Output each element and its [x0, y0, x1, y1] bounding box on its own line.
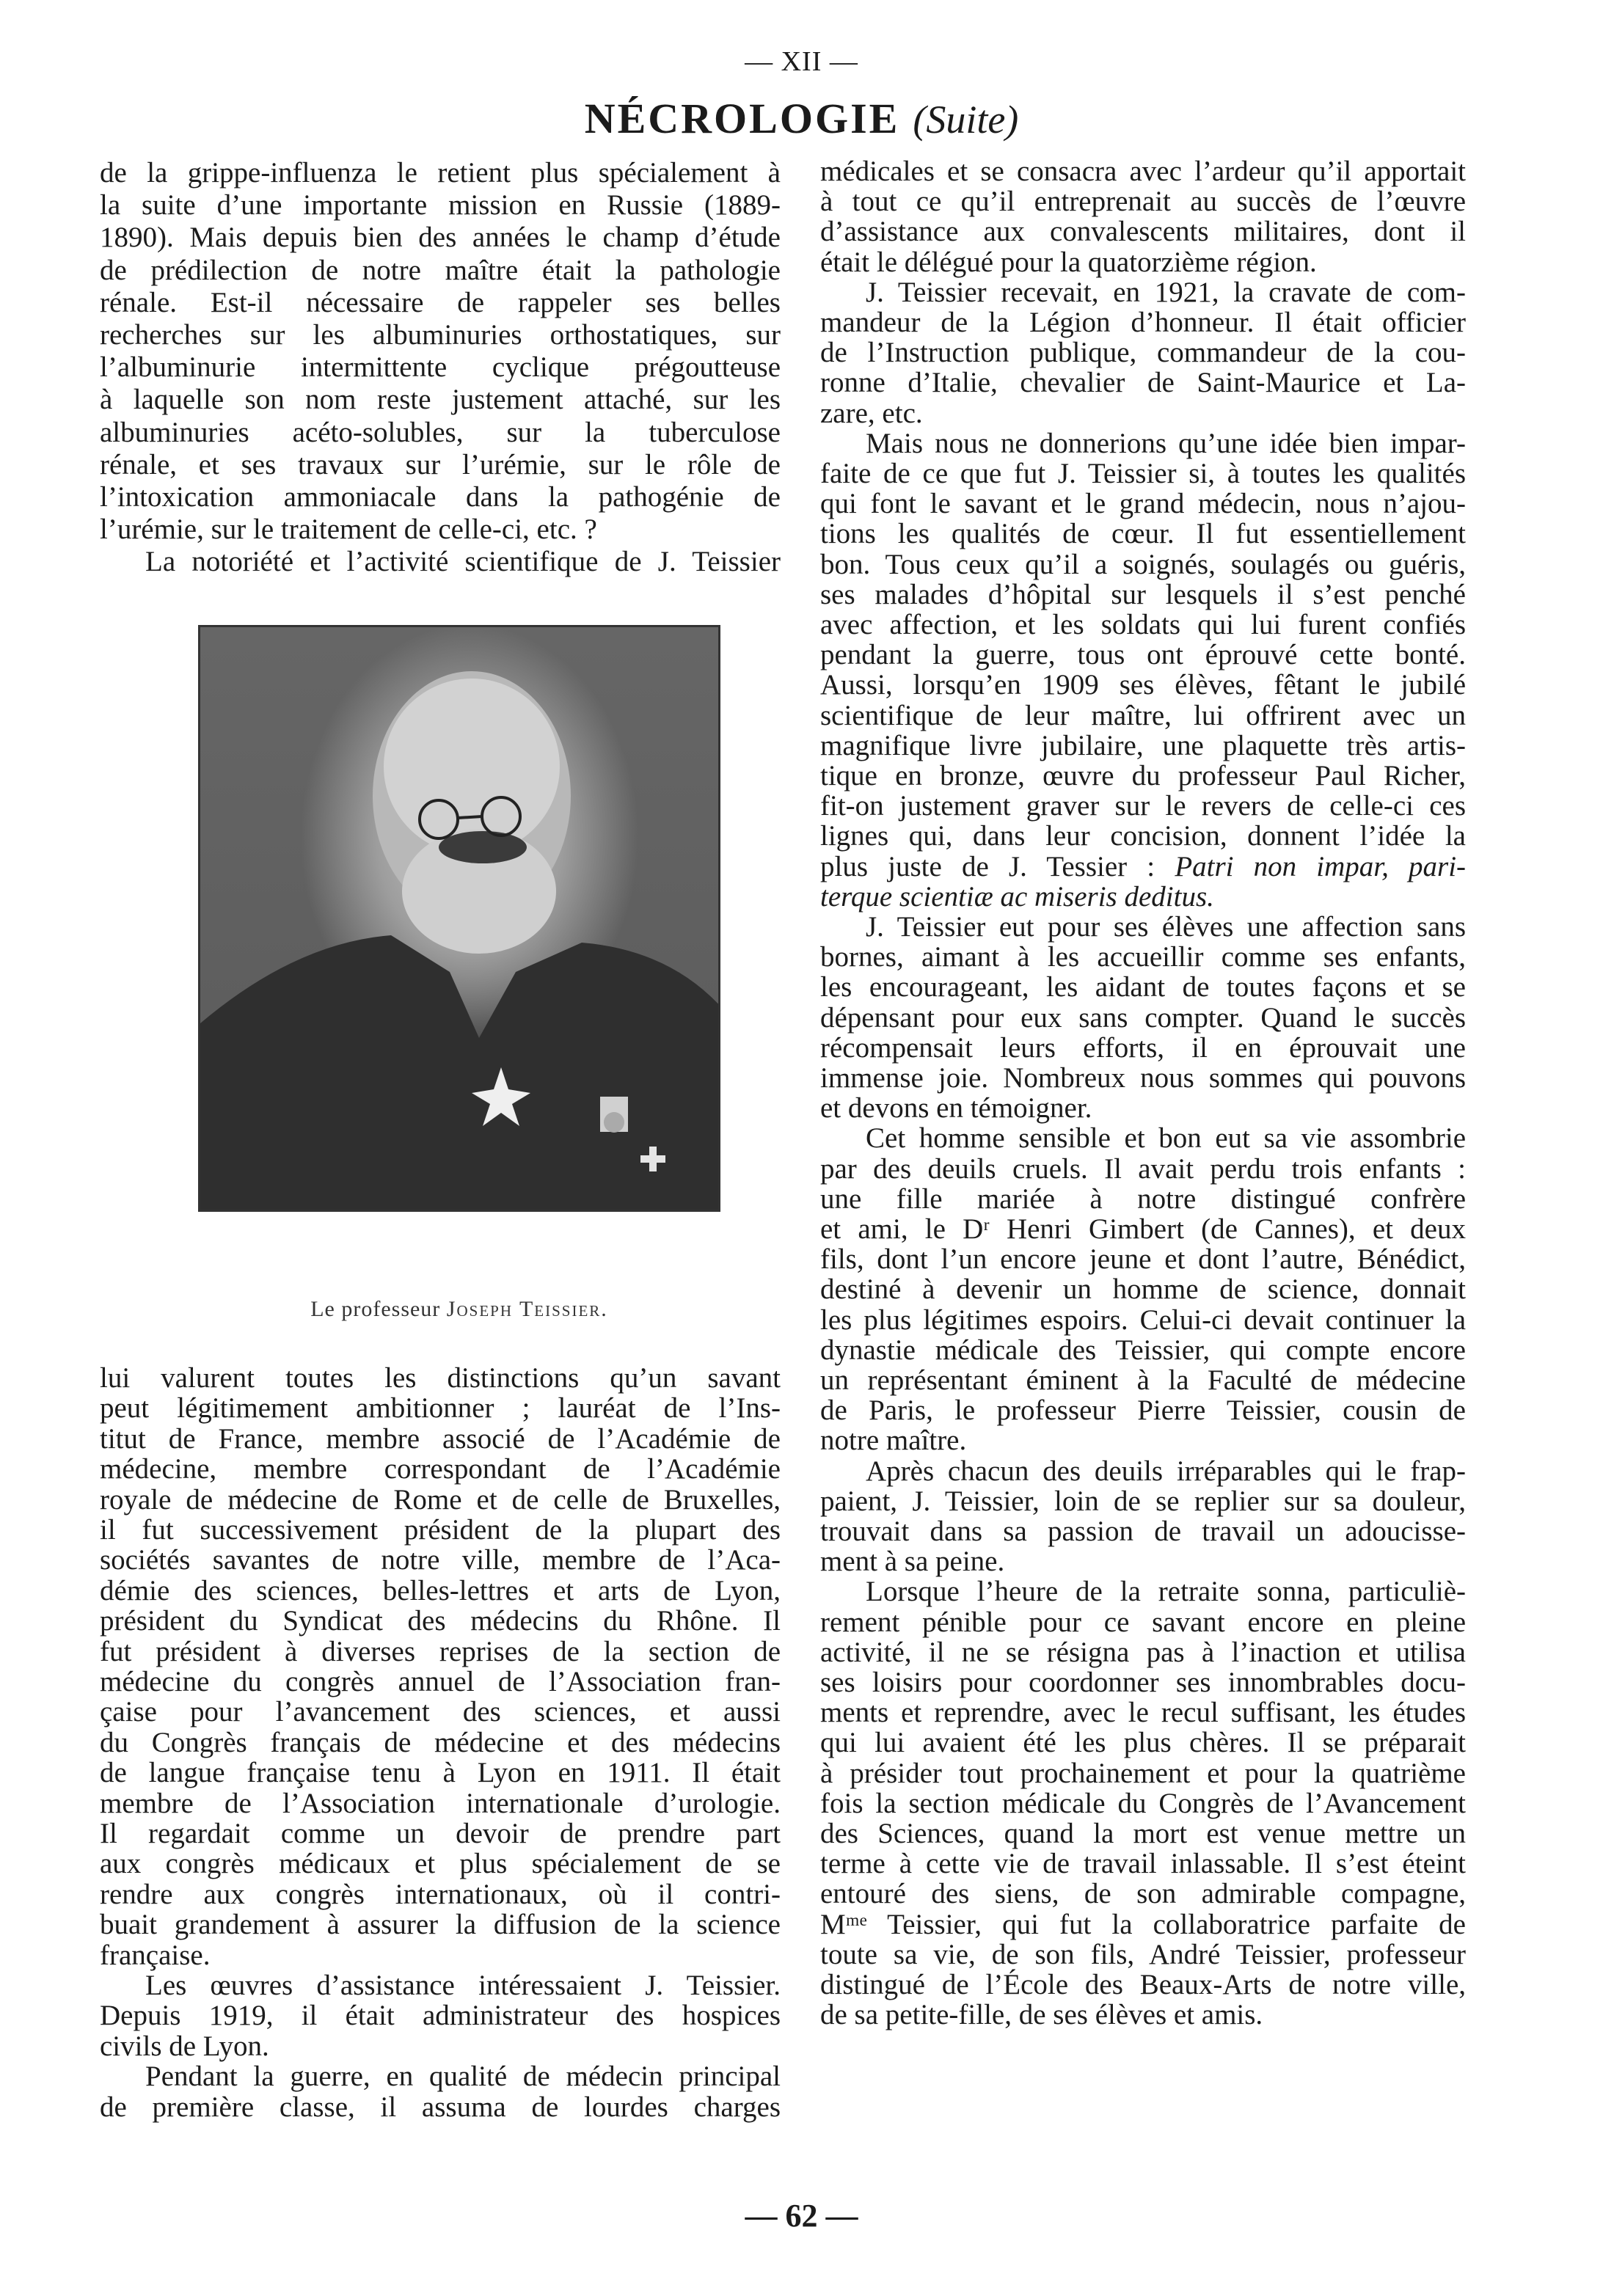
- line-text: fils, dont l’un encore jeune et dont l’autre, Bénédict,: [820, 1243, 1466, 1276]
- line-text: de Paris, le professeur Pierre Teissier, cousin de: [820, 1394, 1466, 1427]
- line-text: buait grandement à assurer la diffusion de la science: [100, 1909, 781, 1941]
- text-line: [820, 1909, 1466, 1941]
- line-text: ronne d’Italie, chevalier de Saint-Maurice et La-: [820, 367, 1466, 399]
- line-text: Après chacun des deuils irréparables qui le frap-: [866, 1455, 1466, 1487]
- line-text: française.: [100, 1939, 211, 1971]
- text-line: [820, 971, 1466, 1003]
- text-line: [820, 216, 1466, 248]
- line-text: de langue française tenu à Lyon en 1911. Il était: [100, 1757, 781, 1789]
- text-line: [100, 1423, 781, 1455]
- text-line: [820, 1122, 1466, 1155]
- text-line: [100, 1818, 781, 1850]
- text-line: [100, 546, 781, 578]
- text-line: [820, 1062, 1466, 1094]
- portrait-figure-icon: [200, 627, 720, 1212]
- latin-inscription: Patri non impar, pari-: [1175, 850, 1467, 882]
- line-text: pendant la guerre, tous ont éprouvé cette bonté.: [820, 639, 1466, 671]
- page-title: [0, 94, 1603, 143]
- text-line: [820, 549, 1466, 581]
- text-line: [820, 1304, 1466, 1337]
- text-line: [820, 700, 1466, 732]
- line-text: du Congrès français de médecine et des médecins: [100, 1726, 781, 1758]
- text-line: [820, 1727, 1466, 1759]
- line-text: les encourageant, les aidant de toutes façons et se: [820, 971, 1466, 1003]
- line-text: immense joie. Nombreux nous sommes qui pouvons: [820, 1062, 1466, 1094]
- line-text: rénale. Est-il nécessaire de rappeler ses belles: [100, 286, 781, 318]
- line-text: Lorsque l’heure de la retraite sonna, particuliè-: [866, 1576, 1466, 1608]
- line-text: lui valurent toutes les distinctions qu’un savant: [100, 1362, 781, 1394]
- line-text: lignes qui, dans leur concision, donnent l’idée la: [820, 820, 1466, 852]
- text-line: [820, 730, 1466, 762]
- text-line: [820, 1394, 1466, 1427]
- text-line: [100, 1544, 781, 1576]
- line-text: albuminuries acéto-solubles, sur la tuberculose: [100, 416, 781, 448]
- line-text: aux congrès médicaux et plus spécialement de se: [100, 1848, 781, 1880]
- text-line: [820, 609, 1466, 641]
- photo-caption: [198, 1297, 720, 1322]
- line-text: çaise pour l’avancement des sciences, et aussi: [100, 1696, 781, 1728]
- text-line: [100, 1757, 781, 1789]
- line-text: un représentant éminent à la Faculté de médecine: [820, 1364, 1466, 1396]
- text-line: [100, 255, 781, 287]
- title-main: NÉCROLOGIE: [584, 95, 900, 142]
- line-text: membre de l’Association internationale d’urologie.: [100, 1787, 781, 1819]
- page-number: — 62 —: [745, 2198, 858, 2234]
- line-text: Il regardait comme un devoir de prendre part: [100, 1818, 781, 1849]
- text-line: [820, 1637, 1466, 1669]
- portrait-photo: [198, 625, 720, 1212]
- text-line: [100, 1666, 781, 1698]
- text-line: [820, 1364, 1466, 1397]
- text-line: [100, 157, 781, 189]
- line-text: à laquelle son nom reste justement attaché, sur les: [100, 384, 781, 416]
- line-text: terme à cette vie de travail inlassable. Il s’est éteint: [820, 1848, 1466, 1880]
- line-text: entouré des siens, de son admirable compagne,: [820, 1878, 1466, 1910]
- line-text: ment à sa peine.: [820, 1546, 1005, 1578]
- line-text: des Sciences, quand la mort est venue mettre un: [820, 1818, 1466, 1849]
- text-line: [820, 820, 1466, 852]
- caption-prefix: Le professeur: [310, 1297, 441, 1321]
- line-text: Depuis 1919, il était administrateur des hospices: [100, 2000, 781, 2032]
- text-line: [100, 287, 781, 319]
- text-line: [820, 1969, 1466, 2001]
- text-line: [820, 1516, 1466, 1548]
- line-text: démie des sciences, belles-lettres et arts de Lyon,: [100, 1574, 781, 1606]
- text-line: [820, 1576, 1466, 1608]
- text-line: [100, 2030, 781, 2063]
- line-text: trouvait dans sa passion de travail un adoucisse-: [820, 1516, 1466, 1547]
- line-text: La notoriété et l’activité scientifique de J. Teissier: [145, 546, 781, 578]
- line-text: l’intoxication ammoniacale dans la pathogénie de: [100, 481, 781, 513]
- line-text: peut légitimement ambitionner ; lauréat de l’Ins-: [100, 1392, 781, 1425]
- text-line: [820, 1758, 1466, 1790]
- line-text: de l’Instruction publique, commandeur de la cou-: [820, 337, 1466, 369]
- line-text: et ami, le Dʳ Henri Gimbert (de Cannes), et deux: [820, 1213, 1466, 1245]
- text-line: [820, 911, 1466, 943]
- line-text: de première classe, il assuma de lourdes charges: [100, 2091, 781, 2123]
- text-line: [820, 1788, 1466, 1820]
- line-text: médecine du congrès annuel de l’Association fran-: [100, 1666, 781, 1697]
- line-text: à tout ce qu’il entreprenait au succès de l’œuvre: [820, 186, 1466, 218]
- text-line: [100, 351, 781, 384]
- line-text: J. Teissier recevait, en 1921, la cravate de com-: [866, 276, 1466, 308]
- text-line: [100, 1970, 781, 2002]
- text-line: [820, 1818, 1466, 1850]
- text-line: [100, 1362, 781, 1394]
- text-line: [100, 1848, 781, 1880]
- line-text: bornes, aimant à les accueillir comme ses enfants,: [820, 941, 1466, 973]
- line-text: récompensait leurs efforts, il en éprouvait une: [820, 1031, 1466, 1064]
- text-line: [820, 1697, 1466, 1729]
- line-text: sociétés savantes de notre ville, membre de l’Aca-: [100, 1544, 781, 1576]
- text-line: [820, 398, 1466, 430]
- text-line: [820, 1002, 1466, 1034]
- text-line: [820, 1848, 1466, 1880]
- line-text: médicales et se consacra avec l’ardeur qu’il apportait: [820, 156, 1466, 187]
- text-line: [820, 1667, 1466, 1699]
- line-text: rement pénible pour ce savant encore en pleine: [820, 1606, 1466, 1638]
- line-text: ses loisirs pour coordonner ses innombrables docu-: [820, 1667, 1466, 1698]
- text-line: [100, 1909, 781, 1941]
- line-text: les plus légitimes espoirs. Celui-ci devait continuer la: [820, 1304, 1466, 1336]
- line-text: qui lui avaient été les plus chères. Il se préparait: [820, 1727, 1466, 1759]
- line-text: tique en bronze, œuvre du professeur Paul Richer,: [820, 760, 1466, 791]
- text-line: [820, 1425, 1466, 1457]
- line-text: toute sa vie, de son fils, André Teissier, professeur: [820, 1938, 1466, 1970]
- line-text: dépensant pour eux sans compter. Quand le succès: [820, 1001, 1466, 1034]
- line-text: ses malades d’hôpital sur lesquels il s’est penché: [820, 578, 1466, 610]
- line-text: était le délégué pour la quatorzième région.: [820, 246, 1317, 278]
- text-line: [100, 2061, 781, 2093]
- line-text: titut de France, membre associé de l’Académie de: [100, 1422, 781, 1455]
- line-text: tions les qualités de cœur. Il fut essentiellement: [820, 518, 1466, 550]
- text-line: [820, 1213, 1466, 1246]
- line-text: de la grippe-influenza le retient plus spécialement à: [100, 157, 781, 189]
- text-line: [100, 1575, 781, 1607]
- section-folio: — XII —: [745, 46, 858, 77]
- text-line: [820, 1485, 1466, 1518]
- text-line: [820, 367, 1466, 399]
- line-text: recherches sur les albuminuries orthostatiques, sur: [100, 319, 781, 351]
- line-text: Pendant la guerre, en qualité de médecin principal: [145, 2061, 781, 2093]
- text-line: [100, 384, 781, 416]
- line-text: scientifique de leur maître, lui offrirent avec un: [820, 699, 1466, 731]
- text-line: [100, 319, 781, 351]
- text-line: [100, 1636, 781, 1668]
- line-text: destiné à devenir un homme de science, donnait: [820, 1273, 1466, 1306]
- line-text: plus juste de J. Tessier :: [820, 850, 1155, 882]
- line-text: rénale, et ses travaux sur l’urémie, sur le rôle de: [100, 448, 781, 480]
- line-text: l’urémie, sur le traitement de celle-ci, etc. ?: [100, 513, 597, 546]
- text-line: [820, 1999, 1466, 2031]
- line-text: avec affection, et les soldats qui lui furent confiés: [820, 609, 1466, 640]
- text-line: [820, 1032, 1466, 1064]
- line-text: de sa petite-fille, de ses élèves et amis.: [820, 1999, 1263, 2031]
- text-line: [820, 488, 1466, 520]
- line-text: Aussi, lorsqu’en 1909 ses élèves, fêtant le jubilé: [820, 669, 1466, 701]
- text-line: [100, 1453, 781, 1485]
- text-line: [820, 1243, 1466, 1276]
- text-line: [820, 639, 1466, 671]
- text-line: [100, 2000, 781, 2032]
- text-line: [820, 1878, 1466, 1910]
- text-line: [820, 1939, 1466, 1971]
- text-line: [820, 1183, 1466, 1215]
- line-text: bon. Tous ceux qu’il a soignés, soulagés ou guéris,: [820, 548, 1466, 580]
- text-line: [820, 277, 1466, 309]
- text-line: [820, 458, 1466, 490]
- text-line: [100, 1696, 781, 1728]
- line-text: et devons en témoigner.: [820, 1092, 1092, 1125]
- text-line: [820, 307, 1466, 339]
- text-line: [820, 941, 1466, 973]
- line-text: dynastie médicale des Teissier, qui compte encore: [820, 1334, 1466, 1366]
- text-line: [100, 1788, 781, 1820]
- text-line: [100, 1727, 781, 1759]
- text-line: [820, 1546, 1466, 1578]
- text-line: [820, 851, 1466, 883]
- line-text: ments et reprendre, avec le recul suffisant, les études: [820, 1697, 1466, 1729]
- text-line: [820, 579, 1466, 611]
- line-text: Mᵐᵉ Teissier, qui fut la collaboratrice parfaite de: [820, 1908, 1466, 1940]
- line-text: fois la section médicale du Congrès de l’Avancement: [820, 1787, 1466, 1819]
- text-line: [820, 246, 1466, 279]
- line-text: il fut successivement président de la plupart des: [100, 1514, 781, 1546]
- line-text: paient, J. Teissier, loin de se replier sur sa douleur,: [820, 1485, 1466, 1517]
- line-text: terque scientiæ ac miseris deditus.: [820, 880, 1214, 913]
- line-text: royale de médecine de Rome et de celle de Bruxelles,: [100, 1483, 781, 1516]
- line-text: 1890). Mais depuis bien des années le champ d’étude: [100, 222, 781, 254]
- text-line: [820, 1606, 1466, 1639]
- text-line: [820, 518, 1466, 550]
- line-text: zare, etc.: [820, 397, 923, 429]
- line-text: l’albuminurie intermittente cyclique prégoutteuse: [100, 351, 781, 384]
- line-text: Les œuvres d’assistance intéressaient J. Teissier.: [145, 1970, 781, 2001]
- text-line: [100, 417, 781, 449]
- text-line: [100, 1879, 781, 1911]
- line-text: à présider tout prochainement et pour la quatrième: [820, 1757, 1466, 1789]
- text-line: [820, 1273, 1466, 1306]
- line-text: mandeur de la Légion d’honneur. Il était officier: [820, 307, 1466, 338]
- text-line: [100, 513, 781, 546]
- caption-name: Joseph Teissier.: [446, 1297, 608, 1321]
- line-text: faite de ce que fut J. Teissier si, à toutes les qualités: [820, 458, 1466, 489]
- line-text: fut président à diverses reprises de la section de: [100, 1635, 781, 1667]
- text-line: [820, 790, 1466, 822]
- text-line: [100, 449, 781, 481]
- text-line: [100, 1939, 781, 1972]
- line-text: la suite d’une importante mission en Russie (1889-: [100, 189, 781, 222]
- text-line: [820, 337, 1466, 369]
- line-text: de prédilection de notre maître était la pathologie: [100, 254, 781, 286]
- line-text: J. Teissier eut pour ses élèves une affection sans: [866, 911, 1466, 943]
- text-line: [100, 222, 781, 254]
- line-text: Mais nous ne donnerions qu’une idée bien impar-: [866, 427, 1466, 459]
- text-line: [100, 1392, 781, 1425]
- line-text: par des deuils cruels. Il avait perdu trois enfants :: [820, 1152, 1466, 1185]
- text-line: [820, 186, 1466, 218]
- text-line: [820, 760, 1466, 792]
- line-text: rendre aux congrès internationaux, où il contri-: [100, 1878, 781, 1910]
- text-line: [820, 156, 1466, 188]
- text-line: [820, 1455, 1466, 1488]
- line-text: distingué de l’École des Beaux-Arts de notre ville,: [820, 1969, 1466, 2000]
- title-suffix: (Suite): [913, 98, 1019, 142]
- text-line: [820, 1092, 1466, 1125]
- line-text: activité, il ne se résigna pas à l’inaction et utilisa: [820, 1636, 1466, 1668]
- text-line: [100, 189, 781, 222]
- text-line: [100, 2091, 781, 2124]
- text-line: [100, 481, 781, 513]
- line-text: magnifique livre jubilaire, une plaquette très artis-: [820, 729, 1466, 761]
- line-text: Cet homme sensible et bon eut sa vie assombrie: [866, 1122, 1466, 1155]
- text-line: [820, 881, 1466, 913]
- line-text: notre maître.: [820, 1425, 967, 1457]
- line-text: président du Syndicat des médecins du Rhône. Il: [100, 1605, 781, 1637]
- line-text: civils de Lyon.: [100, 2030, 269, 2062]
- text-line: [100, 1484, 781, 1516]
- line-text: qui font le savant et le grand médecin, nous n’ajou-: [820, 488, 1466, 520]
- text-line: [820, 428, 1466, 460]
- line-text: d’assistance aux convalescents militaires, dont il: [820, 216, 1466, 248]
- text-line: [100, 1605, 781, 1637]
- text-line: [820, 669, 1466, 701]
- text-line: [820, 1153, 1466, 1185]
- line-text: une fille mariée à notre distingué confrère: [820, 1182, 1466, 1215]
- text-line: [820, 1334, 1466, 1367]
- line-text: fit-on justement graver sur le revers de celle-ci ces: [820, 790, 1466, 822]
- line-text: médecine, membre correspondant de l’Académie: [100, 1453, 781, 1485]
- text-line: [100, 1514, 781, 1546]
